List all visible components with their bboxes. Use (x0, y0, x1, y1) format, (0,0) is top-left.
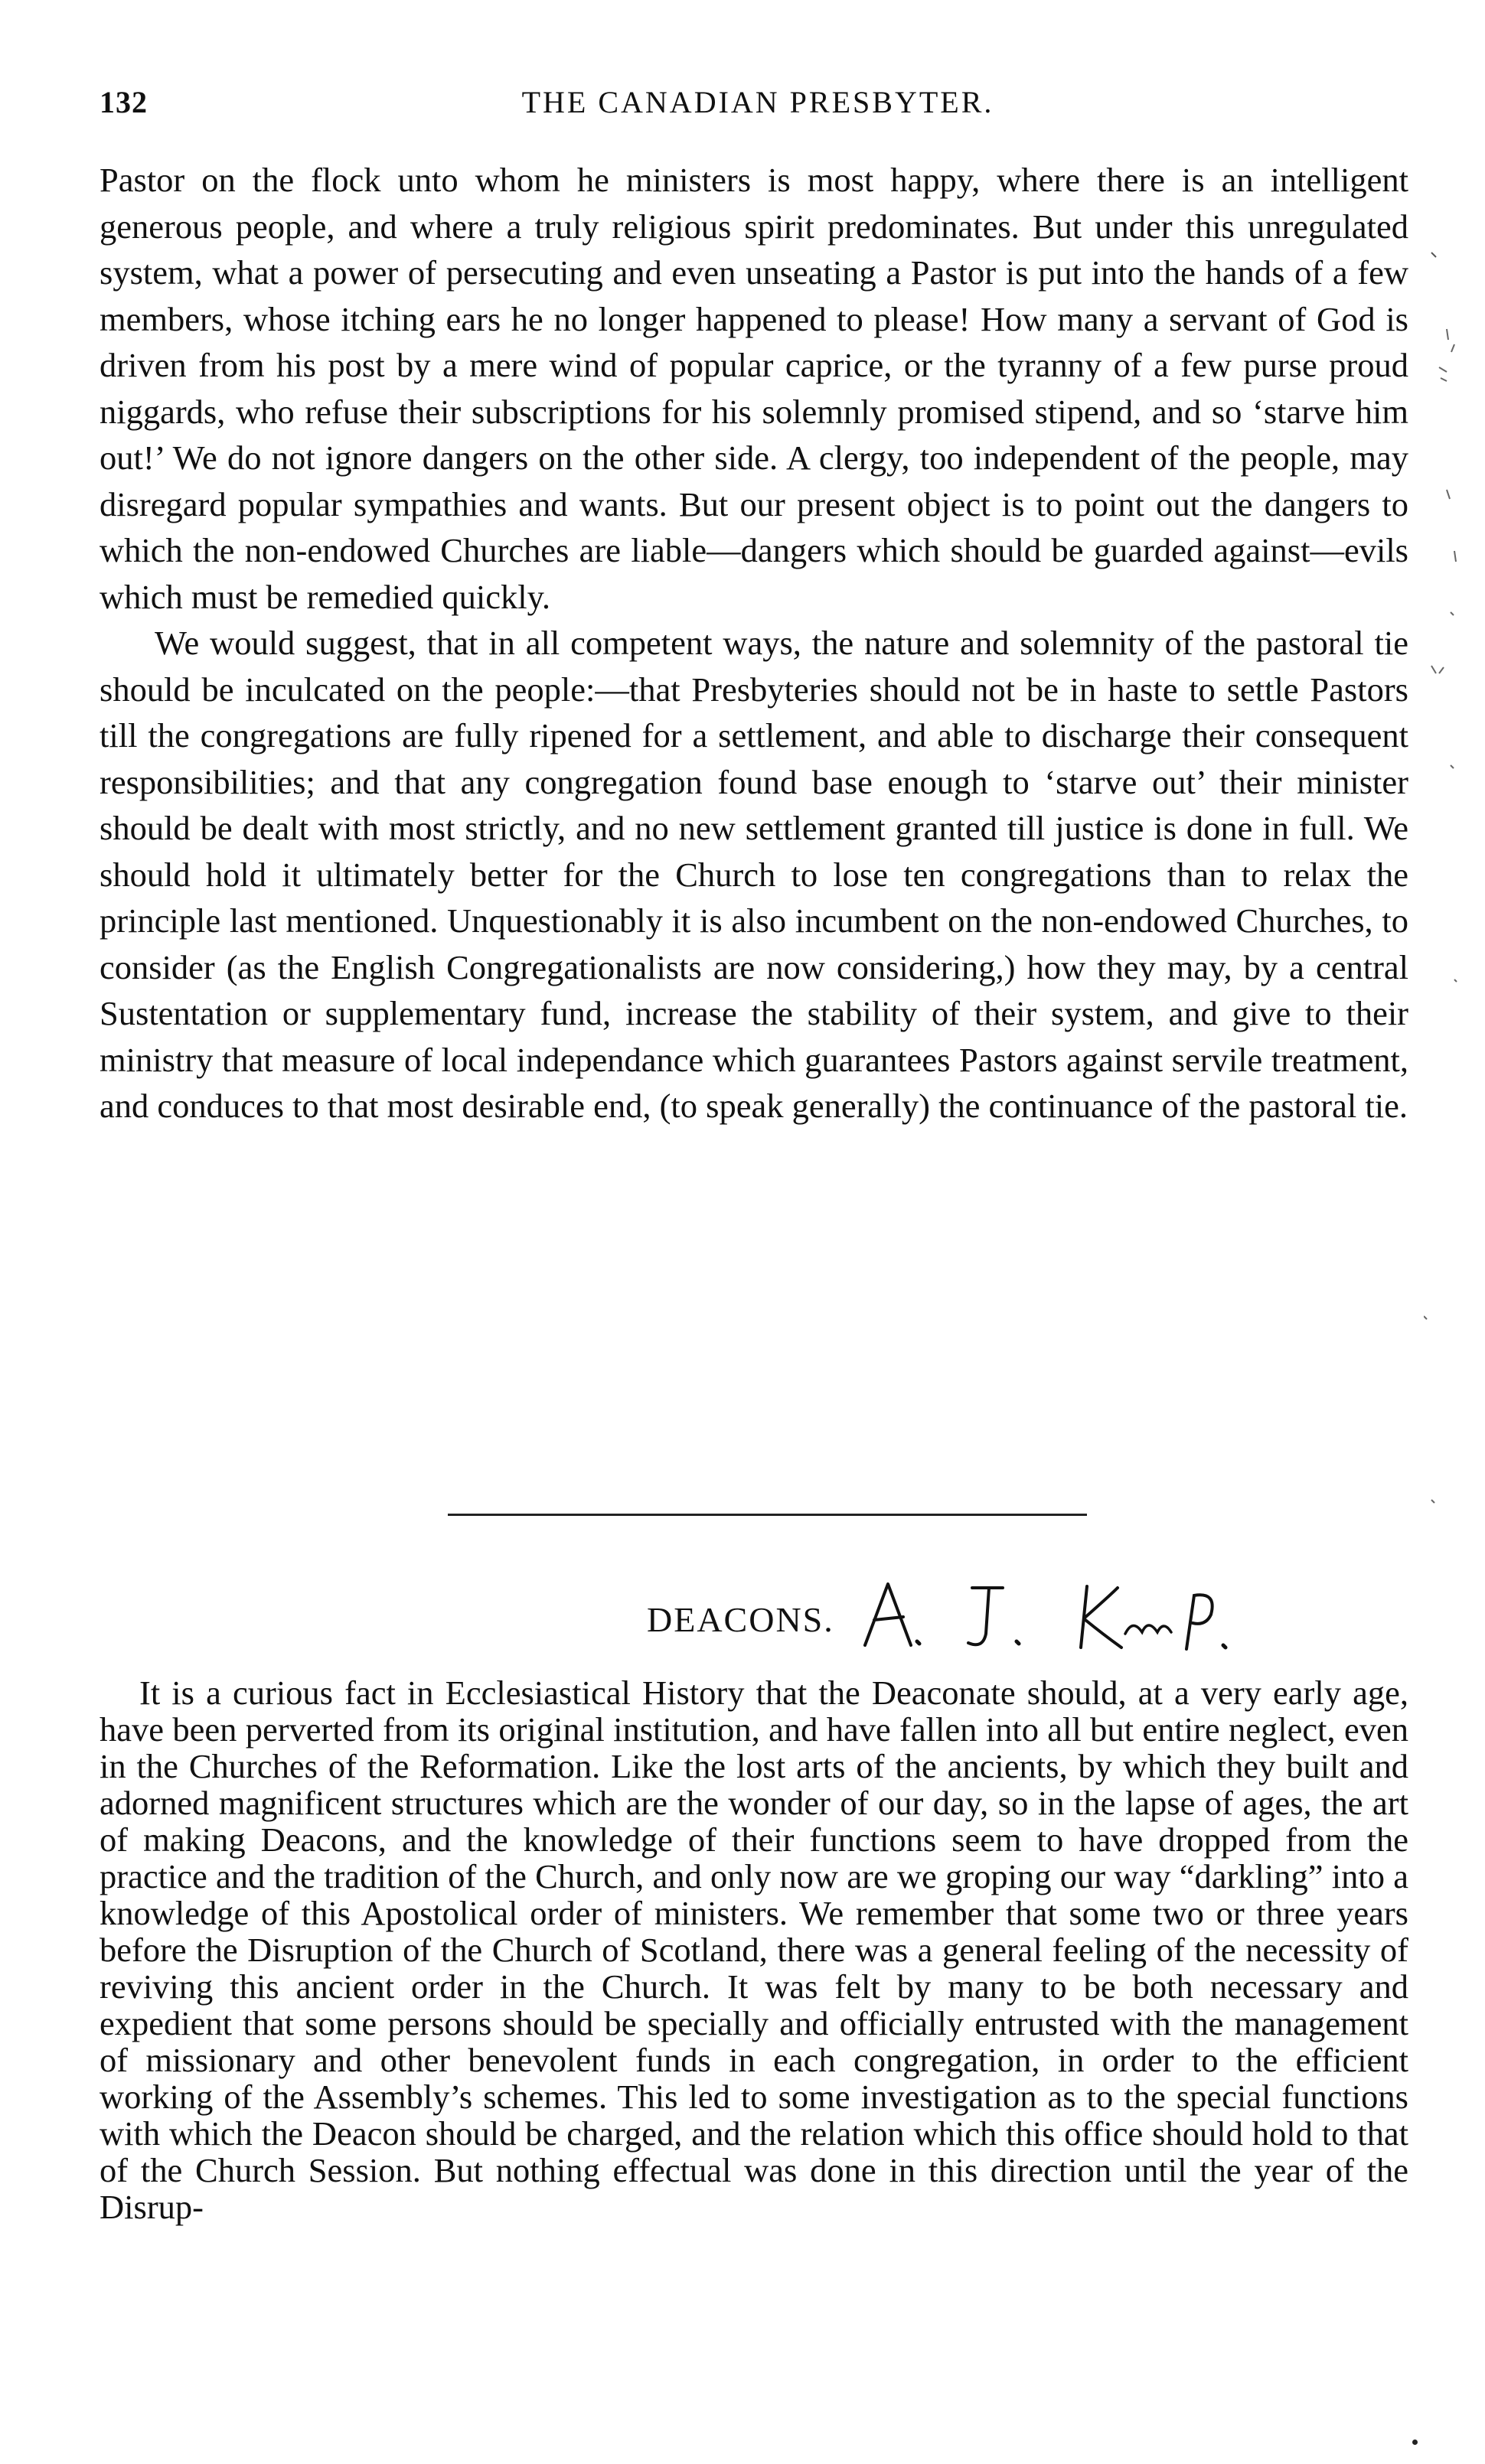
section-divider-rule (448, 1514, 1087, 1516)
page-header (100, 84, 1416, 130)
margin-annotation-marks (1424, 214, 1477, 2280)
page-number: 132 (100, 85, 148, 119)
deacons-article (100, 1674, 1408, 2225)
page-speck (1412, 2440, 1418, 2445)
running-head: THE CANADIAN PRESBYTER. (521, 85, 994, 119)
section-heading (0, 1580, 1485, 1664)
paragraph: Pastor on the flock unto whom he ministers is most happy, where there is an intelligent generous people, and where a truly religious spirit predominates. But under this unregulated system, what a power of persecuting and even unseating a Pastor is put into the hands of a few members, whose itching ears he no longer happened to please! How many a servant of God is driven from his post by a mere wind of popular caprice, or the tyranny of a few purse proud niggards, who refuse their subscriptions for his solemnly promised stipend, and so ‘starve him out!’ We do not ignore dangers on the other side. A clergy, too independent of the people, may disregard popular sympathies and wants. But our present object is to point out the dangers to which the non-endowed Churches are liable—dangers which should be guarded against—evils which must be remedied quickly. (100, 161, 1408, 616)
section-title: DEACONS. (647, 1600, 834, 1639)
handwritten-signature (857, 1573, 1317, 1664)
article-continuation (100, 157, 1408, 1129)
paragraph: It is a curious fact in Ecclesiastical History that the Deaconate should, at a very early age, have been perverted from its original institution, and have fallen into all but entire neglect, even in the Churches of the Reformation. Like the lost arts of the ancients, by which they built and adorned magnificent structures which are the wonder of our day, so in the lapse of ages, the art of making Deacons, and the knowledge of their functions seem to have dropped from the practice and the tradition of the Church, and only now are we groping our way “darkling” into a knowledge of this Apostolical order of ministers. We remember that some two or three years before the Disruption of the Church of Scotland, there was a general feeling of the necessity of reviving this ancient order in the Church. It was felt by many to be both necessary and expedient that some persons should be specially and officially entrusted with the management of missionary and other benevolent funds in each congregation, in order to the efficient working of the Assembly’s schemes. This led to some investigation as to the special functions with which the Deacon should be charged, and the relation which this office should hold to that of the Church Session. But nothing effectual was done in this direction until the year of the Disrup- (100, 1674, 1408, 2226)
paragraph: We would suggest, that in all competent ways, the nature and solemnity of the pastoral tie should be inculcated on the people:—that Presbyteries should not be in haste to settle Pastors till the congregations are fully ripened for a settlement, and able to discharge their consequent responsibilities; and that any congregation found base enough to ‘starve out’ their minister should be dealt with most strictly, and no new settlement granted till justice is done in full. We should hold it ultimately better for the Church to lose ten congregations than to relax the principle last mentioned. Unquestionably it is also incumbent on the non-endowed Churches, to consider (as the English Congregationalists are now considering,) how they may, by a central Sustentation or supplementary fund, increase the stability of their system, and give to their ministry that measure of local independance which guarantees Pastors against servile treatment, and conduces to that most desirable end, (to speak generally) the continuance of the pastoral tie. (100, 624, 1408, 1125)
